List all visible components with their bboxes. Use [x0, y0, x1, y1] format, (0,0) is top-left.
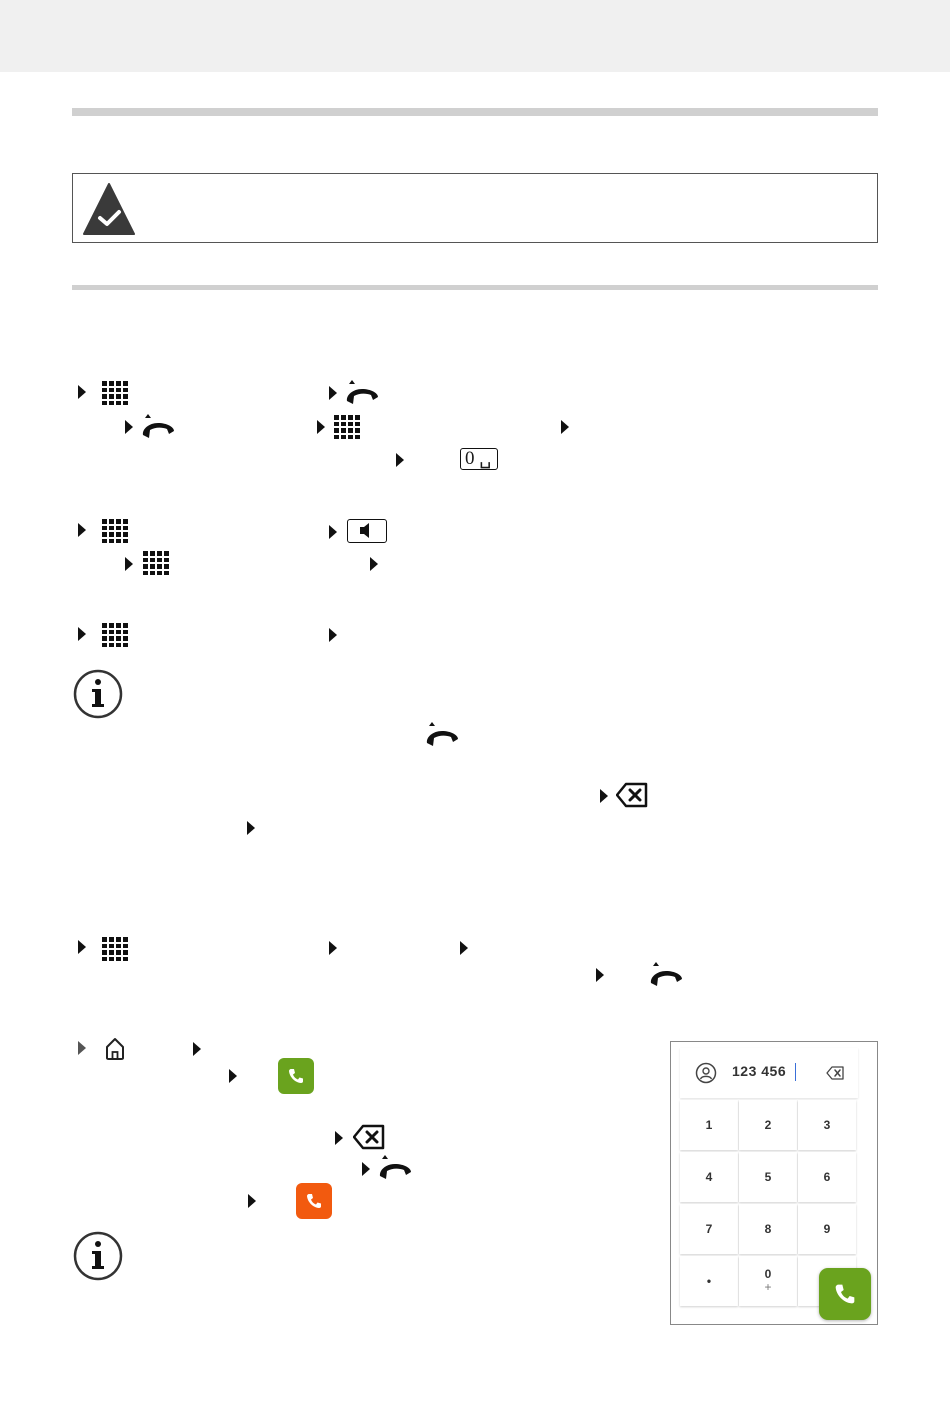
info-circle-icon: [73, 669, 123, 719]
triangle-right-icon: [329, 386, 337, 400]
triangle-right-icon: [370, 557, 378, 571]
triangle-right-icon: [317, 420, 325, 434]
triangle-right-icon: [193, 1042, 201, 1056]
text-caret: [795, 1063, 796, 1081]
triangle-right-icon: [248, 1194, 256, 1208]
triangle-right-icon: [229, 1069, 237, 1083]
dialpad-key-5[interactable]: 5: [739, 1152, 797, 1202]
triangle-right-icon: [78, 385, 86, 399]
speaker-icon: [348, 520, 385, 541]
grid-menu-icon[interactable]: [102, 519, 128, 543]
triangle-right-icon: [125, 557, 133, 571]
triangle-right-icon: [329, 628, 337, 642]
backspace-icon[interactable]: [353, 1124, 385, 1150]
phone-icon: [305, 1192, 323, 1210]
grid-menu-icon[interactable]: [102, 381, 128, 405]
dialpad-key-0[interactable]: [739, 1256, 797, 1306]
speaker-key-icon[interactable]: [347, 519, 387, 543]
triangle-right-icon: [396, 453, 404, 467]
backspace-icon[interactable]: [616, 782, 648, 808]
phone-handset-icon[interactable]: [377, 1155, 413, 1181]
grid-menu-icon[interactable]: [143, 551, 169, 575]
dialpad-call-button[interactable]: [819, 1268, 871, 1320]
phone-handset-icon[interactable]: [424, 722, 460, 748]
triangle-right-icon: [247, 821, 255, 835]
triangle-right-icon: [460, 941, 468, 955]
info-circle-icon: [73, 1231, 123, 1281]
triangle-right-icon: [362, 1162, 370, 1176]
dialpad-key-9[interactable]: 9: [798, 1204, 856, 1254]
dialpad-key-3[interactable]: 3: [798, 1100, 856, 1150]
triangle-right-icon: [561, 420, 569, 434]
dialpad-number[interactable]: 123 456: [732, 1063, 787, 1079]
phone-handset-icon[interactable]: [344, 380, 380, 406]
zero-space-key-icon[interactable]: 0 ␣: [460, 448, 498, 470]
dialpad-key-dot[interactable]: •: [680, 1256, 738, 1306]
dialpad-key-0-plus: +: [764, 1280, 772, 1294]
phone-icon: [833, 1282, 857, 1306]
triangle-right-icon: [78, 523, 86, 537]
dialpad-key-4[interactable]: 4: [680, 1152, 738, 1202]
backspace-icon[interactable]: [826, 1066, 844, 1080]
grid-menu-icon[interactable]: [102, 623, 128, 647]
triangle-right-icon: [596, 968, 604, 982]
call-button-icon[interactable]: [278, 1058, 314, 1094]
dialpad-key-1[interactable]: 1: [680, 1100, 738, 1150]
dialpad-key-0-label: 0: [764, 1267, 772, 1281]
triangle-right-icon: [329, 941, 337, 955]
triangle-right-icon: [78, 1041, 86, 1055]
section-rule-top: [72, 108, 878, 116]
dialpad-key-8[interactable]: 8: [739, 1204, 797, 1254]
phone-handset-icon[interactable]: [140, 414, 176, 440]
dialpad-key-2[interactable]: 2: [739, 1100, 797, 1150]
triangle-right-icon: [78, 940, 86, 954]
phone-handset-icon[interactable]: [648, 962, 684, 988]
phone-icon: [287, 1067, 305, 1085]
grid-menu-icon[interactable]: [102, 937, 128, 961]
contact-icon[interactable]: [695, 1062, 717, 1084]
success-notice-box: [72, 173, 878, 243]
triangle-right-icon: [78, 627, 86, 641]
dialpad-key-6[interactable]: 6: [798, 1152, 856, 1202]
check-triangle-icon: [82, 182, 136, 236]
end-call-button-icon[interactable]: [296, 1183, 332, 1219]
page-top-band: [0, 0, 950, 72]
triangle-right-icon: [125, 420, 133, 434]
triangle-right-icon: [335, 1131, 343, 1145]
dialpad-key-7[interactable]: 7: [680, 1204, 738, 1254]
triangle-right-icon: [600, 789, 608, 803]
triangle-right-icon: [329, 525, 337, 539]
grid-menu-icon[interactable]: [334, 415, 360, 439]
section-rule-bottom: [72, 285, 878, 290]
home-icon[interactable]: [104, 1037, 126, 1061]
